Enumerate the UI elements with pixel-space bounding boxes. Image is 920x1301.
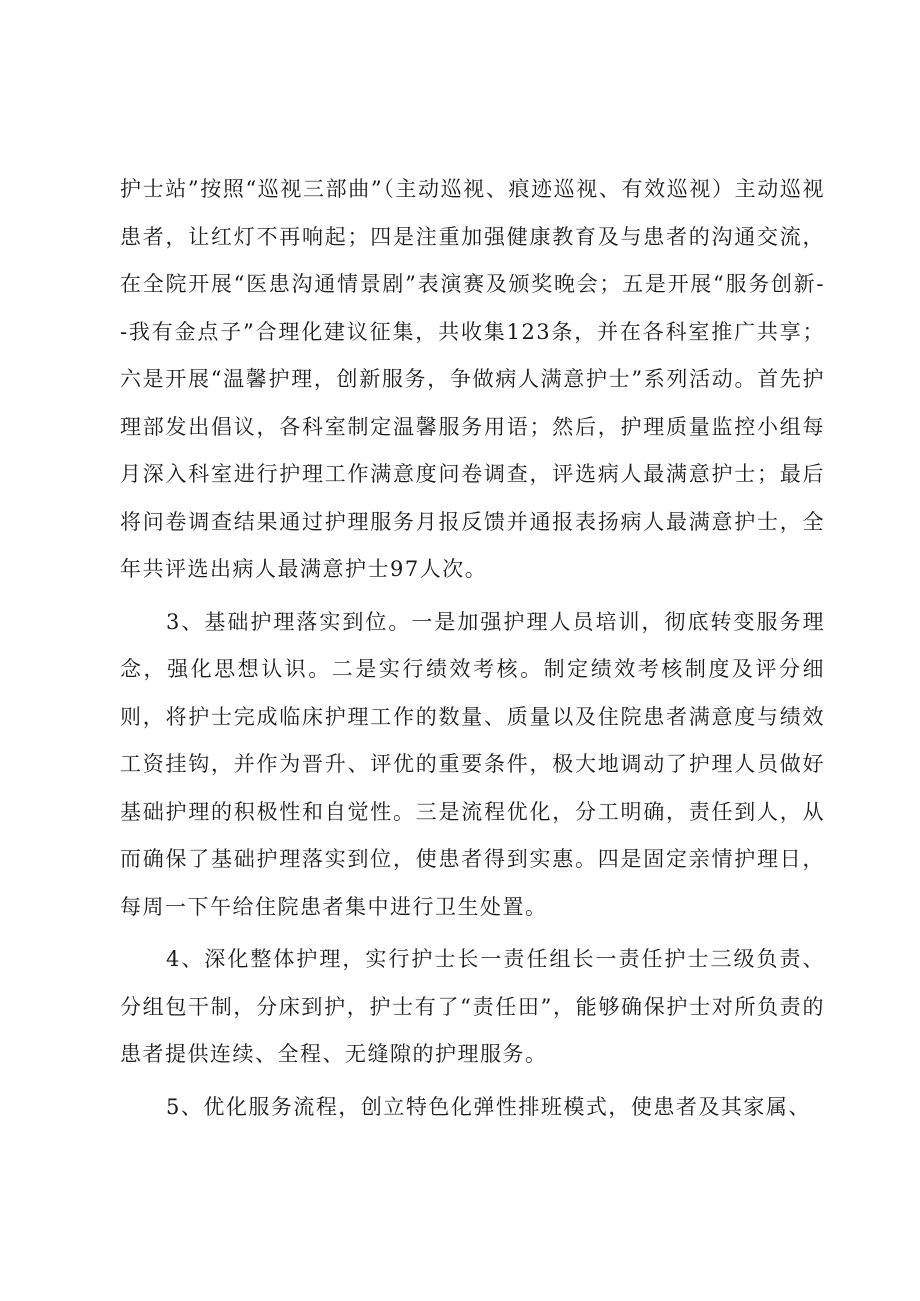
paragraph-item-3: 3、基础护理落实到位。一是加强护理人员培训，彻底转变服务理念，强化思想认识。二是实行绩效考核。制定绩效考核制度及评分细则，将护士完成临床护理工作的数量、质量以及住院患者满意度与绩效工资挂钩，并作为晋升、评优的重要条件，极大地调动了护理人员做好基础护理的积极性和自觉性。三是流程优化，分工明确，责任到人，从而确保了基础护理落实到位，使患者得到实惠。四是固定亲情护理日，每周一下午给住院患者集中进行卫生处置。 — [120, 609, 825, 919]
document-body — [120, 166, 825, 1136]
paragraph-item-4: 4、深化整体护理，实行护士长一责任组长一责任护士三级负责、分组包干制，分床到护，护士有了“责任田”，能够确保护士对所负责的患者提供连续、全程、无缝隙的护理服务。 — [120, 947, 825, 1066]
paragraph-continuation: 护士站”按照“巡视三部曲”（主动巡视、痕迹巡视、有效巡视）主动巡视患者，让红灯不再响起；四是注重加强健康教育及与患者的沟通交流，在全院开展“医患沟通情景剧”表演赛及颁奖晚会；五是开展“服务创新--我有金点子”合理化建议征集，共收集123条，并在各科室推广共享；六是开展“温馨护理，创新服务，争做病人满意护士”系列活动。首先护理部发出倡议，各科室制定温馨服务用语；然后，护理质量监控小组每月深入科室进行护理工作满意度问卷调查，评选病人最满意护士；最后将问卷调查结果通过护理服务月报反馈并通报表扬病人最满意护士，全年共评选出病人最满意护士97人次。 — [120, 177, 825, 581]
paragraph-item-5: 5、优化服务流程，创立特色化弹性排班模式，使患者及其家属、 — [166, 1094, 811, 1119]
